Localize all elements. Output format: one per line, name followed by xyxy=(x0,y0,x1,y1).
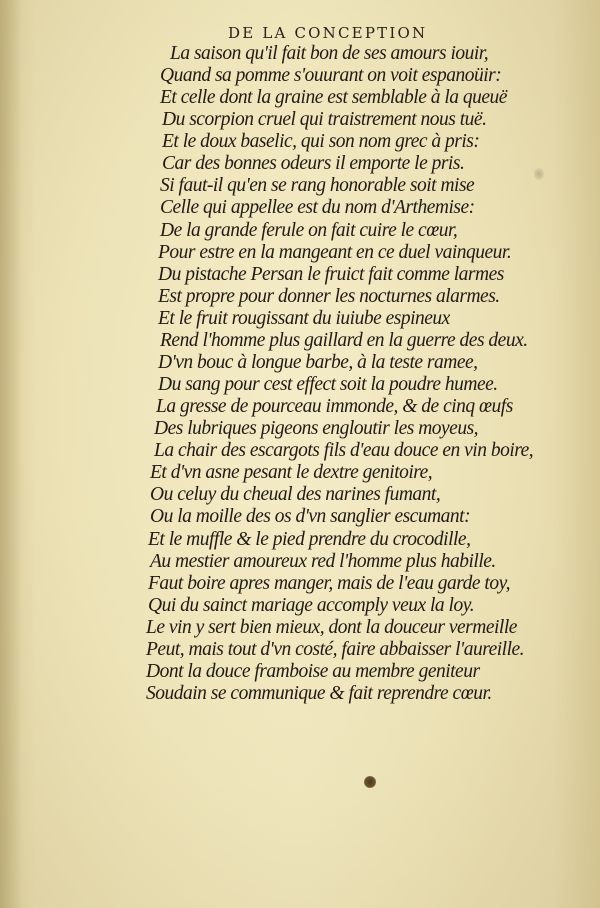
verse-line: Faut boire apres manger, mais de l'eau garde toy, xyxy=(148,573,511,594)
verse-line: Rend l'homme plus gaillard en la guerre des deux. xyxy=(160,330,528,351)
verse-line: Ou celuy du cheual des narines fumant, xyxy=(150,484,441,505)
verse-line: Et d'vn asne pesant le dextre genitoire, xyxy=(150,462,433,483)
verse-line: Et le doux baselic, qui son nom grec à pris: xyxy=(162,131,480,152)
verse-line: La saison qu'il fait bon de ses amours iouir, xyxy=(170,43,489,64)
verse-line: Pour estre en la mangeant en ce duel vainqueur. xyxy=(158,242,512,263)
verse-line: Et celle dont la graine est semblable à la queuë xyxy=(160,87,507,108)
verse-line: Et le fruit rougissant du iuiube espineux xyxy=(158,308,450,329)
verse-line: De la grande ferule on fait cuire le cœur, xyxy=(160,220,458,241)
verse-line: Si faut-il qu'en se rang honorable soit mise xyxy=(160,175,475,196)
verse-line: Quand sa pomme s'ouurant on voit espanoüir: xyxy=(160,65,502,86)
paper-blemish xyxy=(534,168,544,180)
verse-line: Du scorpion cruel qui traistrement nous tuë. xyxy=(162,109,487,130)
verse-line: Ou la moille des os d'vn sanglier escumant: xyxy=(150,506,471,527)
verse-line: Peut, mais tout d'vn costé, faire abbaisser l'aureille. xyxy=(146,639,525,660)
running-head: DE LA CONCEPTION xyxy=(228,24,428,42)
verse-line: Celle qui appellee est du nom d'Arthemise: xyxy=(160,197,475,218)
verse-line: Le vin y sert bien mieux, dont la douceur vermeille xyxy=(146,617,517,638)
verse-line: Du pistache Persan le fruict fait comme larmes xyxy=(158,264,504,285)
verse-line: D'vn bouc à longue barbe, à la teste ramee, xyxy=(158,352,478,373)
verse-line: Dont la douce framboise au membre geniteur xyxy=(146,661,480,682)
verse-line: Qui du sainct mariage accomply veux la loy. xyxy=(148,595,475,616)
verse-line: Au mestier amoureux red l'homme plus habille. xyxy=(150,551,496,572)
verse-line: Du sang pour cest effect soit la poudre humee. xyxy=(158,374,498,395)
verse-line: Et le muffle & le pied prendre du crocodille, xyxy=(148,529,471,550)
verse-line: Car des bonnes odeurs il emporte le pris. xyxy=(162,153,465,174)
ink-spot xyxy=(364,776,376,788)
verse-line: Est propre pour donner les nocturnes alarmes. xyxy=(158,286,500,307)
verse-line: Des lubriques pigeons engloutir les moyeus, xyxy=(154,418,479,439)
verse-line: Soudain se communique & fait reprendre cœur. xyxy=(146,683,492,704)
verse-line: La gresse de pourceau immonde, & de cinq œufs xyxy=(156,396,513,417)
verse-line: La chair des escargots fils d'eau douce en vin boire, xyxy=(154,440,534,461)
